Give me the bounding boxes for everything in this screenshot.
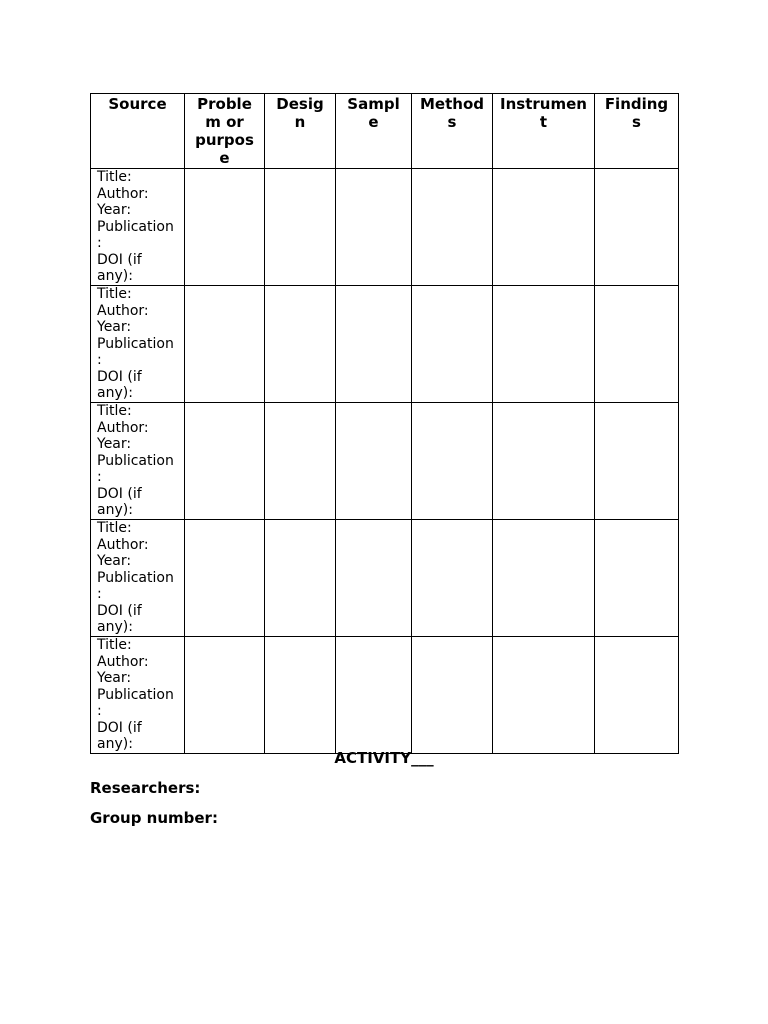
header-problem-line-2: m or bbox=[205, 113, 244, 131]
researchers-label: Researchers: bbox=[90, 779, 201, 797]
findings-cell[interactable] bbox=[595, 169, 679, 286]
doi-label-cont: any): bbox=[97, 268, 133, 284]
header-problem-line-4: e bbox=[219, 149, 230, 167]
problem-cell[interactable] bbox=[185, 520, 265, 637]
design-cell[interactable] bbox=[265, 286, 336, 403]
doi-label: DOI (if bbox=[97, 368, 142, 385]
source-cell[interactable] bbox=[91, 520, 185, 637]
year-label: Year: bbox=[97, 202, 132, 218]
design-cell[interactable] bbox=[265, 403, 336, 520]
doi-label: DOI (if bbox=[97, 602, 142, 619]
doi-label: DOI (if bbox=[97, 251, 142, 268]
doi-label-cont: any): bbox=[97, 385, 133, 401]
publication-label: Publication bbox=[97, 218, 174, 235]
source-cell[interactable] bbox=[91, 403, 185, 520]
sample-cell[interactable] bbox=[336, 169, 412, 286]
problem-cell[interactable] bbox=[185, 286, 265, 403]
author-label: Author: bbox=[97, 419, 149, 436]
header-problem-or-purpose bbox=[185, 94, 265, 169]
header-instrument-line-1: Instrumen bbox=[500, 95, 587, 113]
instrument-cell[interactable] bbox=[493, 520, 595, 637]
design-cell[interactable] bbox=[265, 637, 336, 754]
publication-label: Publication bbox=[97, 686, 174, 703]
title-label: Title: bbox=[97, 403, 132, 419]
findings-cell[interactable] bbox=[595, 403, 679, 520]
findings-cell[interactable] bbox=[595, 286, 679, 403]
header-methods-line-1: Method bbox=[420, 95, 484, 113]
header-source-line-1: Source bbox=[108, 95, 167, 113]
header-design-line-1: Desig bbox=[276, 95, 324, 113]
methods-cell[interactable] bbox=[412, 637, 493, 754]
sample-cell[interactable] bbox=[336, 520, 412, 637]
publication-label: Publication bbox=[97, 452, 174, 469]
header-instrument bbox=[493, 94, 595, 169]
header-source bbox=[91, 94, 185, 169]
header-design-line-2: n bbox=[294, 113, 306, 131]
publication-colon: : bbox=[97, 235, 102, 251]
doi-label: DOI (if bbox=[97, 719, 142, 736]
problem-cell[interactable] bbox=[185, 637, 265, 754]
doi-label-cont: any): bbox=[97, 619, 133, 635]
title-label: Title: bbox=[97, 637, 132, 653]
activity-heading: ACTIVITY___ bbox=[334, 749, 434, 767]
header-sample-line-2: e bbox=[368, 113, 379, 131]
doi-label: DOI (if bbox=[97, 485, 142, 502]
design-cell[interactable] bbox=[265, 169, 336, 286]
publication-colon: : bbox=[97, 469, 102, 485]
author-label: Author: bbox=[97, 653, 149, 670]
review-matrix-table bbox=[90, 93, 679, 754]
publication-label: Publication bbox=[97, 569, 174, 586]
publication-colon: : bbox=[97, 352, 102, 368]
publication-label: Publication bbox=[97, 335, 174, 352]
title-label: Title: bbox=[97, 169, 132, 185]
methods-cell[interactable] bbox=[412, 169, 493, 286]
author-label: Author: bbox=[97, 536, 149, 553]
publication-colon: : bbox=[97, 703, 102, 719]
year-label: Year: bbox=[97, 670, 132, 686]
title-label: Title: bbox=[97, 520, 132, 536]
header-instrument-line-2: t bbox=[539, 113, 548, 131]
doi-label-cont: any): bbox=[97, 502, 133, 518]
methods-cell[interactable] bbox=[412, 520, 493, 637]
source-cell[interactable] bbox=[91, 286, 185, 403]
table-row bbox=[91, 520, 679, 637]
doi-label-cont: any): bbox=[97, 736, 133, 752]
methods-cell[interactable] bbox=[412, 403, 493, 520]
methods-cell[interactable] bbox=[412, 286, 493, 403]
year-label: Year: bbox=[97, 553, 132, 569]
year-label: Year: bbox=[97, 319, 132, 335]
group-number-label: Group number: bbox=[90, 809, 218, 827]
instrument-cell[interactable] bbox=[493, 169, 595, 286]
header-findings-line-2: s bbox=[632, 113, 641, 131]
sample-cell[interactable] bbox=[336, 637, 412, 754]
author-label: Author: bbox=[97, 302, 149, 319]
header-methods-line-2: s bbox=[447, 113, 457, 131]
publication-colon: : bbox=[97, 586, 102, 602]
table-row bbox=[91, 403, 679, 520]
instrument-cell[interactable] bbox=[493, 286, 595, 403]
header-problem-line-3: purpos bbox=[195, 131, 254, 149]
table-row bbox=[91, 169, 679, 286]
author-label: Author: bbox=[97, 185, 149, 202]
findings-cell[interactable] bbox=[595, 520, 679, 637]
problem-cell[interactable] bbox=[185, 403, 265, 520]
instrument-cell[interactable] bbox=[493, 637, 595, 754]
header-row bbox=[91, 94, 679, 169]
header-findings bbox=[595, 94, 679, 169]
instrument-cell[interactable] bbox=[493, 403, 595, 520]
header-problem-line-1: Proble bbox=[197, 95, 252, 113]
header-findings-line-1: Finding bbox=[604, 95, 669, 113]
findings-cell[interactable] bbox=[595, 637, 679, 754]
header-methods bbox=[412, 94, 493, 169]
source-cell[interactable] bbox=[91, 637, 185, 754]
header-design bbox=[265, 94, 336, 169]
header-sample-line-1: Sampl bbox=[347, 95, 400, 113]
year-label: Year: bbox=[97, 436, 132, 452]
design-cell[interactable] bbox=[265, 520, 336, 637]
title-label: Title: bbox=[97, 286, 132, 302]
source-cell[interactable] bbox=[91, 169, 185, 286]
table-row bbox=[91, 286, 679, 403]
sample-cell[interactable] bbox=[336, 286, 412, 403]
header-sample bbox=[336, 94, 412, 169]
sample-cell[interactable] bbox=[336, 403, 412, 520]
table-row bbox=[91, 637, 679, 754]
problem-cell[interactable] bbox=[185, 169, 265, 286]
